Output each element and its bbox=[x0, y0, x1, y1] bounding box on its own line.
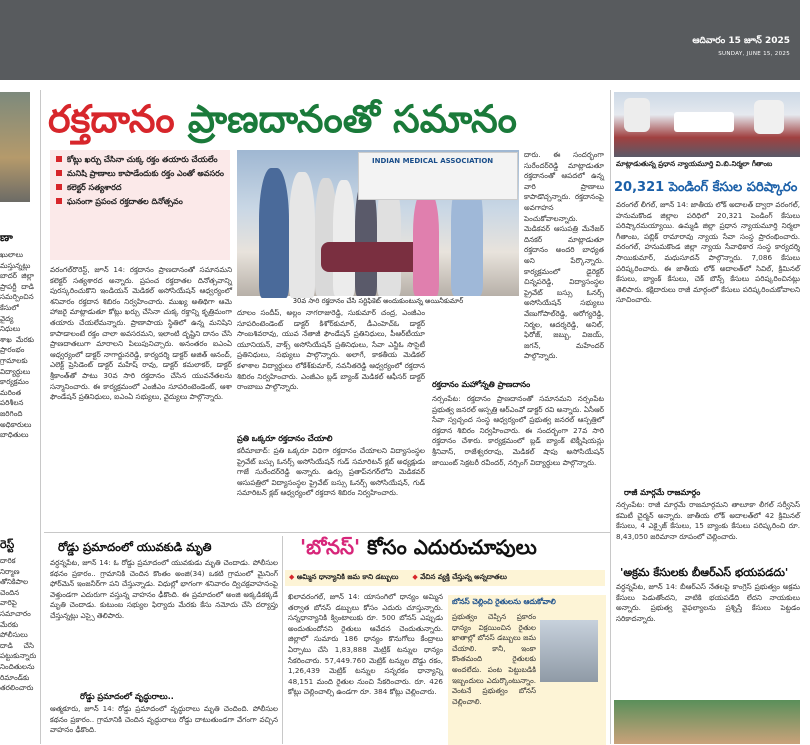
headline-part-2: ప్రాణదానంతో సమానం bbox=[174, 97, 517, 141]
masthead-date bbox=[640, 36, 790, 57]
subhead-everyone-donate: ప్రతి ఒక్కరూ రక్తదానం చేయాలి bbox=[237, 434, 333, 443]
main-story-col1: వరంగల్‌రొరెస్ట్, జూన్ 14: రక్తదానం ప్రాణదానంతో సమానమని కలెక్టర్ సత్యశారద అన్నారు. ప్రపంచ రక్తదాతల దినోత్సవాన్ని పురస్కరించుకొని ఇండియన్ మెడికల్ అసోసియేషన్ ఆధ్వర్యంలో శనివారం రక్తదాన శిబిరం నిర్వహించారు. ముఖ్య అతిథిగా ఆమె హాజరై మాట్లాడుతూ కోట్లు ఖర్చు చేసినా చుక్క రక్తాన్ని కృత్రిమంగా తయారు చేయలేమన్నారు. ప్రాణాపాయ స్థితిలో ఉన్న మనిషిని కాపాడాలంటే రక్తం చాలా అవసరమని, ఇలాంటి దృష్టిని దానం చేసి ప్రాణదాతలుగా మారాలని పిలుపునిచ్చారు. అనంతరం ఐఎంఏ ఆధ్వర్యంలో డాక్టర్ నాగార్జునరెడ్డి, కార్యదర్శి డాక్టర్ అజిత్ ఆనంద్, ఎలెక్ట్ ప్రెసిడెంట్ డాక్టర్ మహేష్ రావు, డాక్టర్ కమలాకర్, డాక్టర్ శ్రీకాంత్‌తో పాటు 30వ సారి రక్తదానం చేసిన యువనేతలను సన్మానించారు. ఈ కార్యక్రమంలో ఎంజీఎం సూపరింటెండెంట్, ఆశా ఫౌండేషన్ ప్రతినిధులు, ఐఎంఏ సభ్యులు, వైద్యులు పాల్గొన్నారు. bbox=[50, 265, 232, 402]
banner-text: INDIAN MEDICAL ASSOCIATION bbox=[372, 157, 494, 165]
headline-part-1: రక్తదానం bbox=[48, 97, 175, 141]
highlight-item: ఘనంగా ప్రపంచ రక్తదాతల దినోత్సవం bbox=[56, 196, 224, 207]
date-english: SUNDAY, JUNE 15, 2025 bbox=[718, 51, 790, 57]
accident-subhead: రోడ్డు ప్రమాదంలో వృద్ధురాలు.. bbox=[80, 692, 174, 701]
highlight-item: కోట్లు ఖర్చు చేసినా చుక్క రక్తం తయారు చేయలేం bbox=[56, 154, 224, 165]
column-divider bbox=[40, 90, 41, 744]
accident-text: వర్ధన్నపేట, జూన్ 14: ఓ రోడ్డు ప్రమాదంలో యువకుడు మృతి చెందాడు. పోలీసుల కథనం ప్రకారం.. గ్రామానికి చెందిన కొంతం అంజి(34) ఒకటి గ్రామంలో మైనింగ్ ఫోర్‌మెన్ ఇంజనీర్‌గా పని చేస్తున్నాడు. విధుల్లో భాగంగా శనివారం ద్విచక్రవాహనంపై వెళ్తుండగా ఎదురుగా వస్తున్న వాహనం ఢీకొంది. ఈ ప్రమాదంలో అంజి అక్కడికక్కడే మృతి చెందాడు. కుటుంబ సభ్యుల ఫిర్యాదు మేరకు కేసు నమోదు చేసి దర్యాప్తు చేస్తున్నట్లు ఎస్సై తెలిపారు. bbox=[50, 558, 278, 620]
compromise-text: నర్సంపేట: రాజీ మార్గమే రాజమార్గమని తాలూకా లీగల్ సర్వీసెస్ కమిటీ చైర్మన్ అన్నారు. జాతీయ లోక్ అదాలత్‌లో 42 క్రిమినల్ కేసులు, 4 ఎక్సైజ్ కేసులు, 15 బ్యాంకు కేసులు పరిష్కరించి రూ. 8,43,050 జరిమానా రూపంలో చెల్లించారు. bbox=[616, 500, 800, 541]
lok-adalat-photo bbox=[614, 92, 800, 157]
compromise-subhead: రాజీ మార్గమే రాజమార్గం bbox=[624, 488, 701, 497]
farmer-quote-text: ప్రభుత్వం చెప్పిన ప్రకారం ధాన్యం విక్రయించిన రైతుల ఖాతాల్లో బోనస్ డబ్బులు జమ చేయాలి. కానీ, ఇంకా కొంతమంది రైతులకు అందలేదు. పంట పెట్టుబడికి ఇబ్బందులు ఎదుర్కొంటున్నాం. వెంటనే ప్రభుత్వం బోనస్ చెల్లించాలి. bbox=[452, 612, 536, 706]
lok-adalat-caption: మాట్లాడుతున్న ప్రధాన న్యాయమూర్తి వి.బి.నిర్మలా గీతాంబ bbox=[616, 160, 773, 168]
column-divider bbox=[282, 536, 283, 744]
bonus-tag: ◆ అమ్మిన ధాన్యానికి జమ కాని డబ్బులు bbox=[289, 573, 398, 583]
left-column-text-2: దారిక నిర్మాణ తోనికిపాల చెందిన వారిపై సమాచారం మేరకు పోలీసులు దాడి చేసి పట్టుకున్నారు నిందితులను రిమాండ్‌కు తరలించారు bbox=[0, 556, 37, 693]
column-divider bbox=[610, 90, 611, 744]
right-bottom-photo bbox=[614, 700, 800, 744]
left-column-title: ణా bbox=[0, 231, 13, 244]
subhead-donation: రక్తదానం మహోన్నతి ప్రాణదానం bbox=[432, 380, 531, 389]
brs-headline: 'అక్రమ కేసులకు బీఆర్ఎస్ భయపడదు' bbox=[620, 566, 789, 579]
bonus-tag: ◆ వేచిన వ్యక్తి చేస్తున్న అన్నదాతలు bbox=[412, 573, 507, 583]
bonus-tag-strip bbox=[285, 570, 605, 586]
photo-caption: 30వ సారి రక్తదానం చేసి సర్టిఫికెట్ అందుకుంటున్న అయినీకుమార్ bbox=[292, 297, 464, 305]
bonus-text: ఖిలావరంగల్, జూన్ 14: యాసంగిలో ధాన్యం అమ్మిన తర్వాత బోనస్ డబ్బులు కోసం ఎదురు చూస్తున్నారు. సన్నధాన్యానికి క్వింటాలుకు రూ. 500 బోనస్ ఎప్పుడు అందుతుందోనని రైతులు ఆవేదన చెందుతున్నారు. జిల్లాలో సుమారు 186 ధాన్యం కొనుగోలు కేంద్రాలు ఏర్పాటు చేసి 1,83,888 మెట్రిక్ టన్నుల ధాన్యం సేకరించారు. 57,449.760 మెట్రిక్ టన్నుల దొడ్డు రకం, 1,26,439 మెట్రిక్ టన్నుల సన్నరకం ధాన్యాన్ని 48,151 మంది రైతుల నుంచి సేకరించారు. రూ. 426 కోట్లు చెల్లించాల్సి ఉండగా రూ. 384 కోట్లు చెల్లించారు. bbox=[288, 592, 443, 697]
lok-adalat-headline: 20,321 పెండింగ్ కేసుల పరిష్కారం bbox=[614, 180, 798, 195]
bonus-headline-rest: కోసం ఎదురుచూపులు bbox=[360, 535, 537, 559]
main-story-col3-top: దారు. ఈ సందర్భంగా సురేందర్‌రెడ్డి మాట్లాడుతూ రక్తదానంతో ఆపదలో ఉన్న వారి ప్రాణాలు కాపాడొచ్చన్నారు. రక్తదానంపై అవగాహన పెంచుకోవాలన్నారు. మెడికవర్ ఆసుపత్రి మేనేజర్ దినకర్ మాట్లాడుతూ రక్తదానం అందరి బాధ్యత అని పేర్కొన్నారు. కార్యక్రమంలో డైరెక్టర్ చిన్నపరెడ్డి, విద్యాసంస్థల ప్రైవేట్ బస్సు ఓనర్స్ అసోసియేషన్ సభ్యులు వేణుగోపాల్‌రెడ్డి, ఆరోగ్యరెడ్డి, నిర్మల, ఆదర్శరెడ్డి, అనిల్, ఫిరోజ్, జబ్బు, విజయ్, జగన్, మహేందర్ పాల్గొన్నారు. bbox=[524, 150, 604, 361]
left-strip-photo bbox=[0, 92, 30, 202]
main-headline bbox=[48, 94, 608, 144]
main-story-col3b: నర్సంపేట: రక్తదానం ప్రాణదానంతో సమానమని నర్సంపేట ప్రభుత్వ జనరల్ ఆస్పత్రి ఆర్‌ఎంవో డాక్టర్ రవి అన్నారు. ఏసీఆర్ సేవా స్వచ్ఛంద సంస్థ ఆధ్వర్యంలో ప్రభుత్వ జనరల్ ఆస్పత్రిలో రక్తదాన శిబిరం నిర్వహించారు. ఈ సందర్భంగా 27వ సారి రక్తదానం చేశారు. కార్యక్రమంలో బ్లడ్ బ్యాంక్ టెక్నీషియన్లు శ్రీనివాస్, రాజేశ్వరరావు, మెడికల్ షాపు అసోసియేషన్ జాయింట్ సెక్రటరీ రవీందర్, నర్సింగ్ విద్యార్థులు పాల్గొన్నారు. bbox=[432, 394, 604, 467]
bonus-headline-quote: 'బోనస్' bbox=[300, 535, 361, 559]
accident-headline: రోడ్డు ప్రమాదంలో యువకుడి మృతి bbox=[58, 540, 212, 554]
main-story-col2: దూలం సందీప్, అల్లం నాగరాజురెడ్డి, సుకుమార్ చంద్ర, ఎంజీఎం సూపరింటెండెంట్ డాక్టర్ కిశోర్‌కుమార్, డీఎంహెచ్‌ఓ డాక్టర్ సాంబశివరావు, యువ నేతాజీ ఫౌండేషన్ ప్రతినిధులు, పీఆర్‌టీయూ యూనియన్, వాక్స్ అసోసియేషన్ ప్రతినిధులు, సేవా ఎన్జీఓ సొసైటీ ప్రతినిధులు, సభ్యులు పాల్గొన్నారు. అలాగే, కాకతీయ మెడికల్ కళాశాల విద్యార్థులు లోకేశ్‌కుమార్, నవనీతరెడ్డి ఆధ్వర్యంలో రక్తదాన శిబిరం నిర్వహించారు. ఎంజీఎం బ్లడ్ బ్యాంక్ మెడికల్ ఆఫీసర్ డాక్టర్ రాంబాబు పాల్గొన్నారు. bbox=[237, 308, 425, 392]
highlight-item: కలెక్టర్ సత్యశారద bbox=[56, 182, 224, 193]
left-column-text: ఖులాలు మస్తున్నట్లు బాదర్ జిల్లా ప్రాపర్టీ దాడి సమర్పించిన కేసులో వైద్య నిధులు శాఖ మేరకు ప్రారంభం గ్రామాలకు విద్యార్థులు కార్యక్రమం మరింత పరిశీలన జరిగింది అధికారులు బాధితులు bbox=[0, 250, 34, 440]
farmer-quote-head: బోనస్ చెల్లించి రైతులను ఆదుకోవాలి bbox=[452, 597, 556, 606]
highlights-box bbox=[50, 150, 230, 260]
left-column-title-2: రెస్ట్ bbox=[0, 538, 15, 551]
highlight-item: మనిషి ప్రాణాలు కాపాడేందుకు రక్తం ఎంతో అవసరం bbox=[56, 168, 224, 179]
accident-text-b: ఆత్మకూరు, జూన్ 14: రోడ్డు ప్రమాదంలో వృద్ధురాలు మృతి చెందింది. పోలీసుల కథనం ప్రకారం.. గ్రామానికి చెందిన వృద్ధురాలు రోడ్డు దాటుతుండగా వేగంగా వచ్చిన వాహనం ఢీకొంది. bbox=[50, 704, 278, 735]
brs-text: వర్ధన్నపేట, జూన్ 14: బీఆర్ఎస్ నేతలపై కాంగ్రెస్ ప్రభుత్వం అక్రమ కేసులు పెడుతోందని, వాటికి భయపడేది లేదని నాయకులు అన్నారు. ప్రభుత్వ వైఫల్యాలను ప్రశ్నిస్తే కేసులు పెట్టడం సరికాదన్నారు. bbox=[616, 582, 800, 623]
lok-adalat-text: వరంగల్ లీగల్, జూన్ 14: జాతీయ లోక్ అదాలత్ ద్వారా వరంగల్, హనుమకొండ జిల్లాల పరిధిలో 20,321 పెండింగ్ కేసులు పరిష్కారమయ్యాయి. ఉమ్మడి జిల్లా ప్రధాన న్యాయమూర్తి నిర్మలా గీతాంబ, పబ్లిక్ రామారావు న్యాయ సేవా సంస్థ ప్రారంభించారు. వరంగల్, హనుమకొండ జిల్లా న్యాయ సేవాధికార సంస్థ కార్యదర్శి సాయికుమార్, మధుసూదన్ పాల్గొన్నారు. 7,086 కేసులు పరిష్కరించారు. ఈ జాతీయ లోక్ అదాలత్‌లో సివిల్, క్రిమినల్ కేసులు, బ్యాంక్ కేసులు, చెక్ బౌన్స్ కేసులు పరిష్కరించినట్లు తెలిపారు. కక్షిదారులు రాజీ మార్గంలో కేసులు పరిష్కరించుకోవాలని సూచించారు. bbox=[616, 200, 800, 305]
farmer-photo bbox=[540, 620, 598, 682]
main-story-col2b: కరీమాబాద్: ప్రతి ఒక్కరూ విధిగా రక్తదానం చేయాలని విద్యాసంస్థల ప్రైవేట్ బస్సు ఓనర్స్ అసోసియేషన్ గుడ్ సమారిటన్ క్లబ్ అధ్యక్షుడు గాజే సురేందర్‌రెడ్డి అన్నారు. ఉర్సు ప్రతాప్‌నగర్‌లోని మెడికవర్ ఆసుపత్రిలో విద్యాసంస్థల ప్రైవేట్ బస్సు ఓనర్స్ అసోసియేషన్, గుడ్ సమారిటన్ క్లబ్ ఆధ్వర్యంలో రక్తదాన శిబిరం నిర్వహించారు. bbox=[237, 446, 425, 498]
bonus-headline bbox=[300, 533, 600, 561]
date-telugu: ఆదివారం 15 జూన్ 2025 bbox=[692, 36, 790, 46]
